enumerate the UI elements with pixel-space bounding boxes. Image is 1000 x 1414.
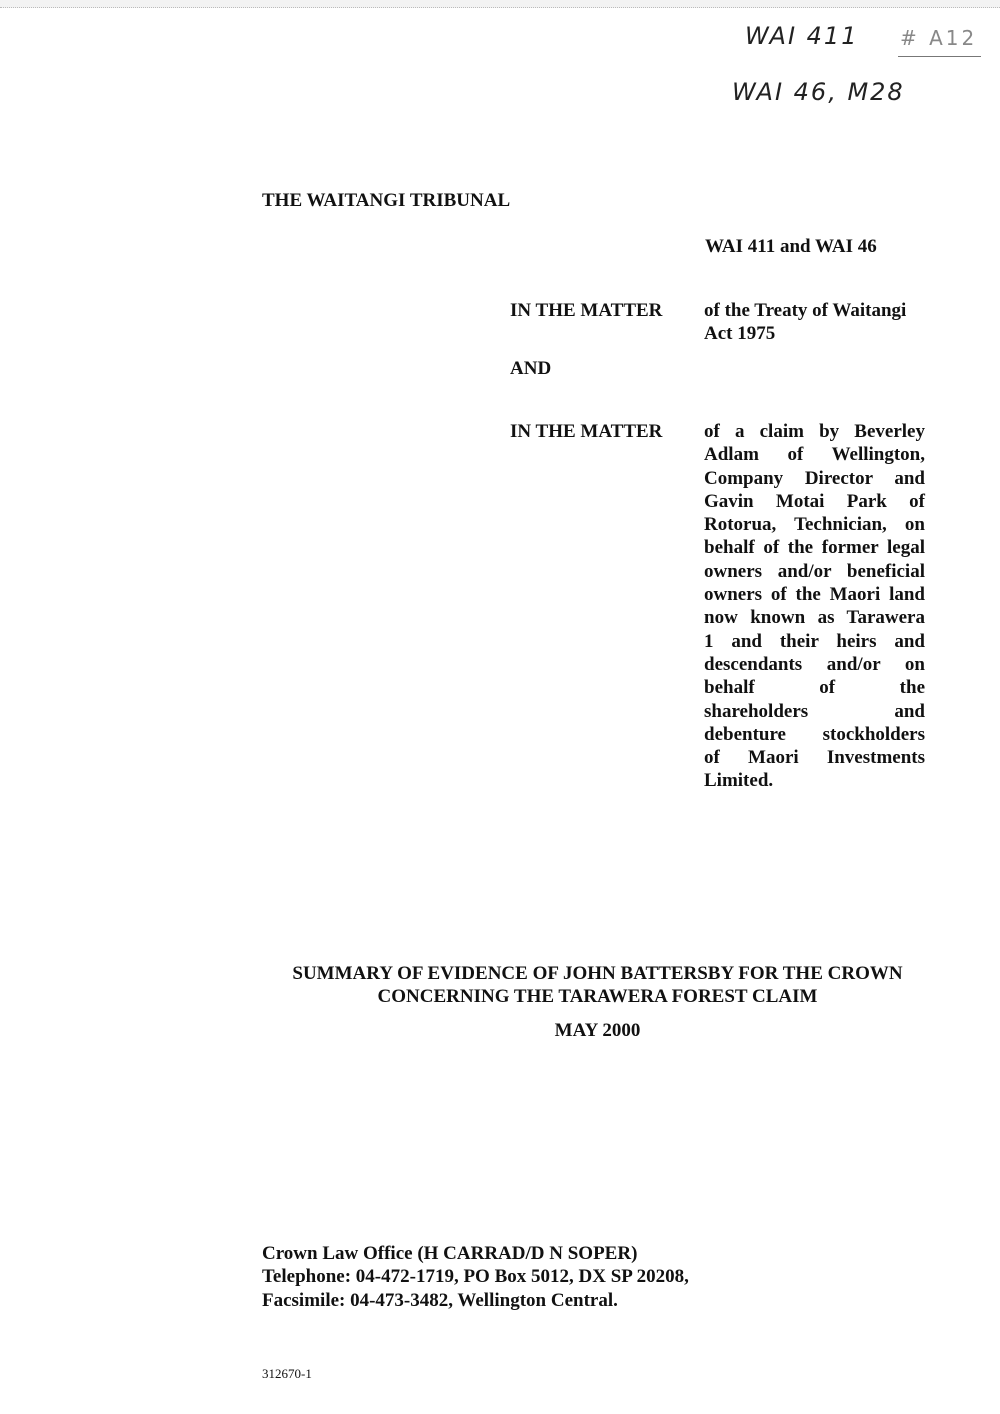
matter-label-1: IN THE MATTER [510, 300, 663, 321]
claim-line: of a claim by Beverley [704, 421, 925, 442]
document-date: MAY 2000 [554, 1020, 641, 1041]
claim-line: of Maori Investments [704, 747, 925, 769]
claim-line: shareholders and [704, 700, 925, 722]
claim-line: Gavin Motai Park of [704, 490, 925, 512]
claim-line: owners and/or beneficial [704, 560, 925, 582]
document-title-line-2: CONCERNING THE TARAWERA FOREST CLAIM [377, 986, 818, 1007]
claim-line: debenture stockholders [704, 723, 925, 745]
claim-line: 1 and their heirs and [704, 630, 925, 652]
handwritten-stamp: # A12 [898, 26, 981, 57]
document-number: 312670-1 [262, 1366, 312, 1381]
claim-line: Adlam of Wellington, [704, 444, 925, 466]
matter-line: Act 1975 [704, 323, 776, 345]
footer-telephone: Telephone: 04-472-1719, PO Box 5012, DX SP 20208, [262, 1266, 689, 1287]
claim-line: behalf of the former legal [704, 537, 925, 559]
handwritten-annotation-2: WAI 46, M28 [732, 78, 905, 106]
matter-label-2: IN THE MATTER [510, 421, 663, 442]
claim-line: Limited. [704, 770, 774, 792]
claim-line: descendants and/or on [704, 653, 925, 675]
claim-line: owners of the Maori land [704, 584, 925, 606]
matter-line: of the Treaty of Waitangi [704, 300, 907, 321]
claim-text [704, 420, 925, 793]
footer-office: Crown Law Office (H CARRAD/D N SOPER) [262, 1243, 638, 1264]
claim-line: Company Director and [704, 467, 925, 489]
claim-line: Rotorua, Technician, on [704, 514, 925, 536]
tribunal-heading: THE WAITANGI TRIBUNAL [262, 190, 511, 211]
footer-facsimile: Facsimile: 04-473-3482, Wellington Central. [262, 1290, 618, 1311]
claim-line: behalf of the [704, 677, 925, 699]
matter-text-1 [704, 299, 906, 346]
handwritten-annotation-1: WAI 411 [745, 22, 859, 50]
document-title-line-1: SUMMARY OF EVIDENCE OF JOHN BATTERSBY FOR THE CROWN [292, 963, 903, 984]
scan-edge [0, 0, 1000, 8]
wai-reference: WAI 411 and WAI 46 [705, 236, 877, 257]
claim-line: now known as Tarawera [704, 607, 925, 629]
and-label: AND [510, 358, 552, 379]
